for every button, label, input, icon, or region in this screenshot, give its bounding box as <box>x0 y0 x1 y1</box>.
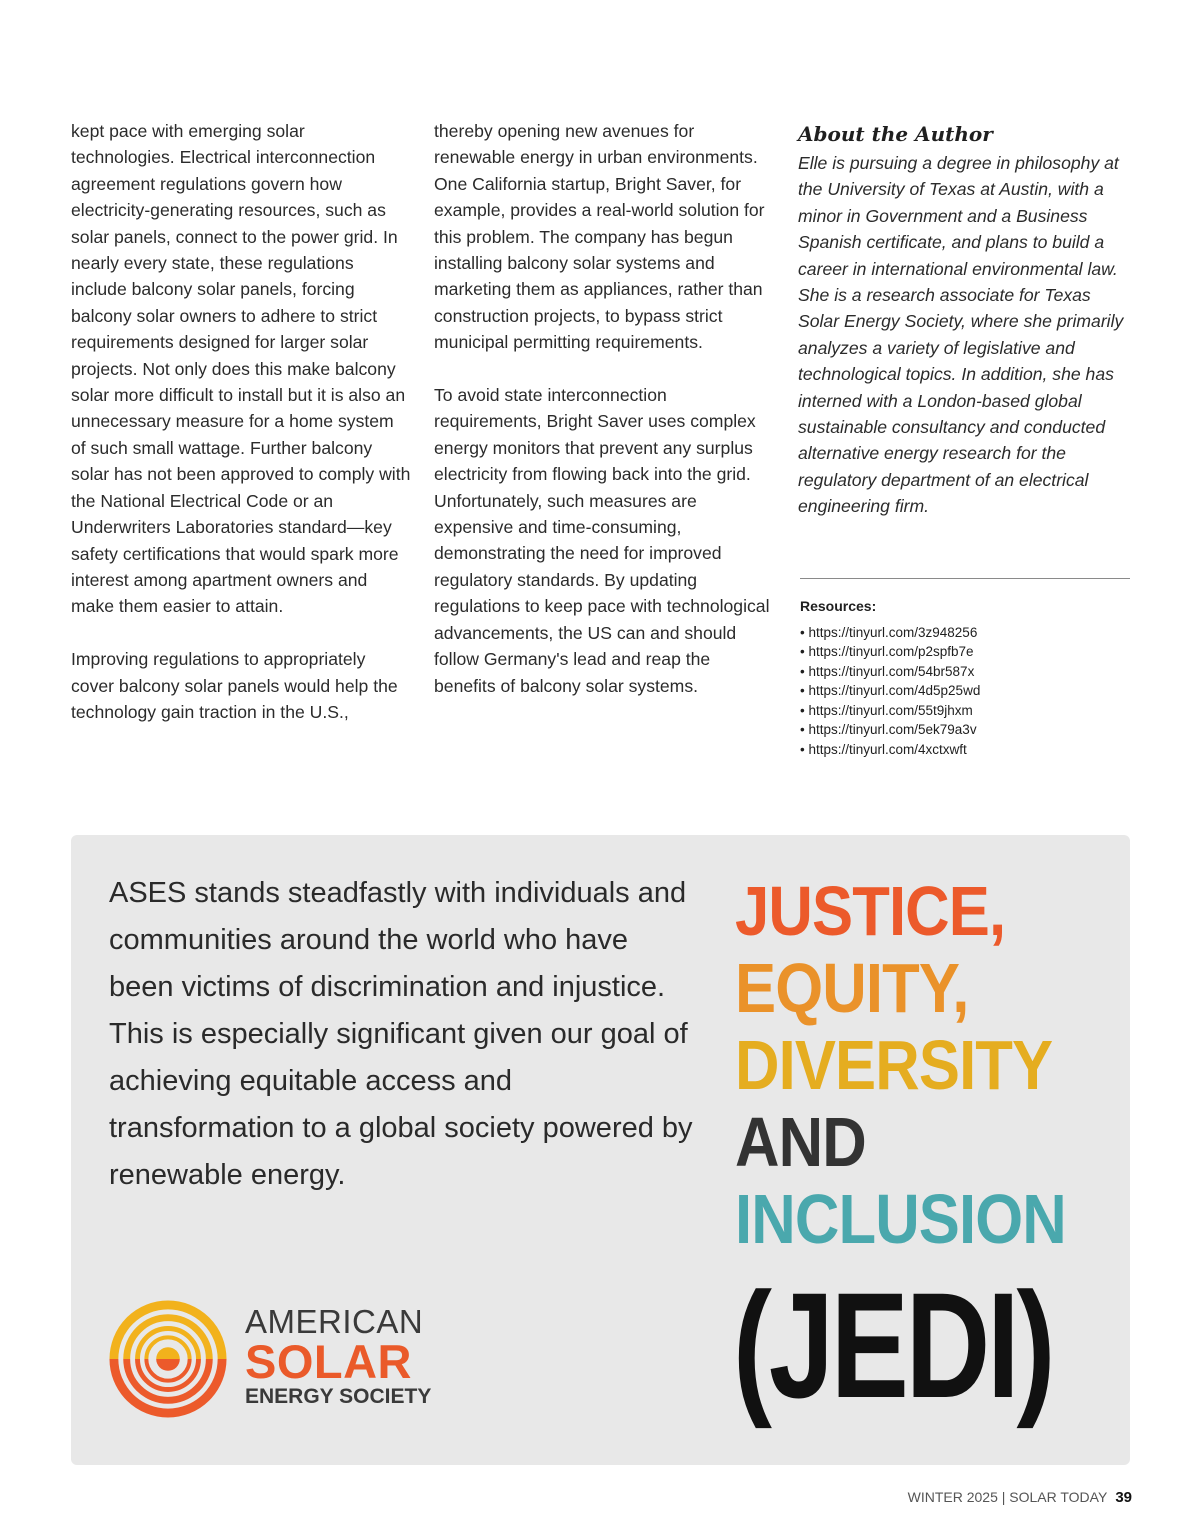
logo-line-american: AMERICAN <box>245 1303 424 1340</box>
issue-label: WINTER 2025 | SOLAR TODAY <box>907 1489 1108 1505</box>
article-column-1 <box>71 118 411 752</box>
word-inclusion: INCLUSION <box>735 1180 1066 1258</box>
word-equity: EQUITY, <box>735 949 969 1027</box>
about-author-heading: About the Author <box>798 122 993 146</box>
article-column-2 <box>434 118 774 725</box>
about-author-section <box>798 118 1133 546</box>
ases-statement: ASES stands steadfastly with individuals and communities around the world who have been victims of discrimination and injustice. This is especially significant given our goal of achieving equitable access and transformation to a global society powered by renewable energy. <box>109 877 693 1191</box>
ases-logo <box>109 1295 439 1425</box>
page-number: 39 <box>1115 1489 1132 1506</box>
word-and: AND <box>735 1103 866 1181</box>
resource-link[interactable]: • https://tinyurl.com/3z948256 <box>800 623 1130 643</box>
resources-list <box>800 623 1130 760</box>
article-paragraph: kept pace with emerging solar technologies. Electrical interconnection agreement regulations govern how electricity-generating resources, such as solar panels, connect to the power grid. In nearly every state, these regulations include balcony solar panels, forcing balcony solar owners to adhere to strict requirements designed for larger solar projects. Not only does this make balcony solar more difficult to install but it is also an unnecessary measure for a home system of such small wattage. Further balcony solar has not been approved to comply with the National Electrical Code or an Underwriters Laboratories standard—key safety certifications that would spark more interest among apartment owners and make them easier to attain. <box>71 121 411 617</box>
resources-heading: Resources: <box>800 598 877 614</box>
section-divider <box>800 578 1130 579</box>
logo-line-solar: SOLAR <box>245 1335 412 1388</box>
resource-link[interactable]: • https://tinyurl.com/54br587x <box>800 662 1130 682</box>
jedi-callout-box <box>71 835 1130 1465</box>
resources-section <box>800 597 1130 759</box>
resource-link[interactable]: • https://tinyurl.com/55t9jhxm <box>800 701 1130 721</box>
logo-line-society: ENERGY SOCIETY <box>245 1385 432 1408</box>
author-bio: Elle is pursuing a degree in philosophy at the University of Texas at Austin, with a minor in Government and a Business Spanish certificate, and plans to build a career in international environmental law. She is a research associate for Texas Solar Energy Society, where she primarily analyzes a variety of legislative and technological topics. In addition, she has interned with a London-based global sustainable consultancy and conducted alternative energy research for the regulatory department of an electrical engineering firm. <box>798 153 1124 517</box>
resource-link[interactable]: • https://tinyurl.com/p2spfb7e <box>800 642 1130 662</box>
resource-link[interactable]: • https://tinyurl.com/4xctxwft <box>800 740 1130 760</box>
article-paragraph: thereby opening new avenues for renewable energy in urban environments. One California startup, Bright Saver, for example, provides a real-world solution for this problem. The company has begun installing balcony solar systems and marketing them as appliances, rather than construction projects, to bypass strict municipal permitting requirements. <box>434 121 765 353</box>
jedi-acronym: (JEDI) <box>733 1261 1053 1429</box>
resource-link[interactable]: • https://tinyurl.com/5ek79a3v <box>800 720 1130 740</box>
article-paragraph: Improving regulations to appropriately cover balcony solar panels would help the technology gain traction in the U.S., <box>71 649 398 722</box>
page-footer <box>908 1489 1132 1506</box>
ases-logo-text <box>245 1305 431 1409</box>
word-justice: JUSTICE, <box>735 872 1006 950</box>
article-paragraph: To avoid state interconnection requirements, Bright Saver uses complex energy monitors that prevent any surplus electricity from flowing back into the grid. Unfortunately, such measures are expensive and time-consuming, demonstrating the need for improved regulatory standards. By updating regulations to keep pace with technological advancements, the US can and should follow Germany's lead and reap the benefits of balcony solar systems. <box>434 385 770 696</box>
ases-sun-icon <box>109 1300 227 1418</box>
resource-link[interactable]: • https://tinyurl.com/4d5p25wd <box>800 681 1130 701</box>
word-diversity: DIVERSITY <box>735 1026 1053 1104</box>
jedi-words <box>735 873 1066 1258</box>
